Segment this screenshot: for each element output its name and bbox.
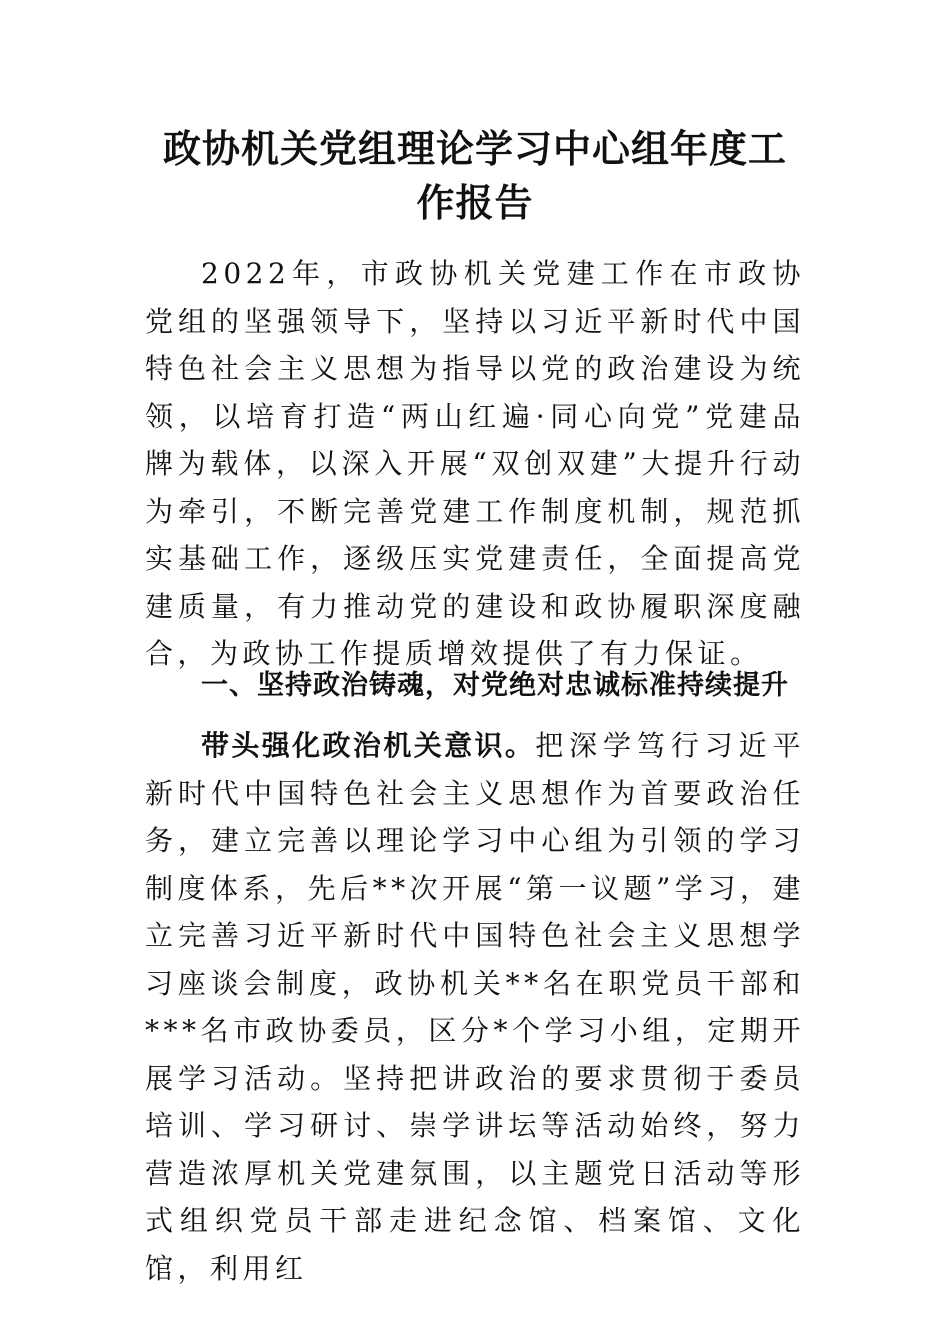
document-title: 政协机关党组理论学习中心组年度工作报告	[162, 126, 787, 225]
section-paragraph	[145, 722, 805, 1292]
paragraph-lead-phrase: 带头强化政治机关意识。	[201, 729, 536, 762]
section-heading: 一、坚持政治铸魂，对党绝对忠诚标准持续提升	[201, 670, 789, 701]
paragraph-body-text: 把深学笃行习近平新时代中国特色社会主义思想作为首要政治任务，建立完善以理论学习中心组为引领的学习制度体系，先后**次开展“第一议题”学习，建立完善习近平新时代中国特色社会主义思想学习座谈会制度，政协机关**名在职党员干部和***名市政协委员，区分*个学习小组，定期开展学习活动。坚持把讲政治的要求贯彻于委员培训、学习研讨、崇学讲坛等活动始终，努力营造浓厚机关党建氛围，以主题党日活动等形式组织党员干部走进纪念馆、档案馆、文化馆，利用红	[145, 729, 805, 1285]
intro-paragraph: 2022年，市政协机关党建工作在市政协党组的坚强领导下，坚持以习近平新时代中国特色社会主义思想为指导以党的政治建设为统领，以培育打造“两山红遍·同心向党”党建品牌为载体，以深入开展“双创双建”大提升行动为牵引，不断完善党建工作制度机制，规范抓实基础工作，逐级压实党建责任，全面提高党建质量，有力推动党的建设和政协履职深度融合，为政协工作提质增效提供了有力保证。	[145, 257, 805, 670]
